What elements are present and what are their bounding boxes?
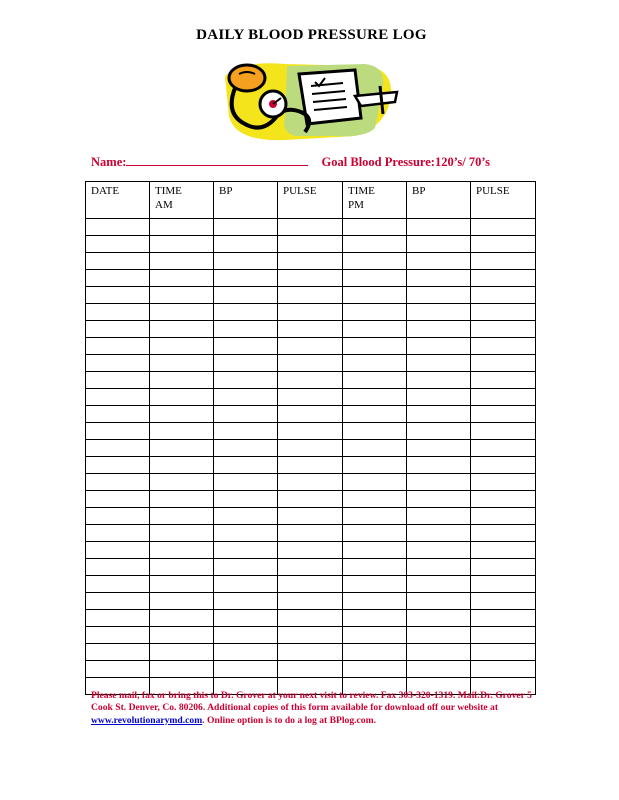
log-cell[interactable] (278, 457, 343, 474)
log-cell[interactable] (86, 372, 150, 389)
log-cell[interactable] (214, 389, 278, 406)
log-cell[interactable] (343, 457, 407, 474)
log-cell[interactable] (86, 236, 150, 253)
log-cell[interactable] (150, 610, 214, 627)
log-cell[interactable] (214, 610, 278, 627)
log-cell[interactable] (343, 593, 407, 610)
log-cell[interactable] (214, 338, 278, 355)
log-cell[interactable] (214, 287, 278, 304)
log-cell[interactable] (86, 253, 150, 270)
log-cell[interactable] (278, 576, 343, 593)
log-cell[interactable] (86, 610, 150, 627)
log-cell[interactable] (278, 627, 343, 644)
column-header: DATE (86, 182, 150, 219)
log-cell[interactable] (471, 355, 536, 372)
log-cell[interactable] (278, 491, 343, 508)
log-cell[interactable] (407, 661, 471, 678)
table-row (86, 627, 536, 644)
log-cell[interactable] (407, 372, 471, 389)
log-cell[interactable] (278, 355, 343, 372)
table-row (86, 576, 536, 593)
log-cell[interactable] (150, 491, 214, 508)
log-cell[interactable] (343, 474, 407, 491)
log-cell[interactable] (471, 372, 536, 389)
log-cell[interactable] (150, 287, 214, 304)
log-cell[interactable] (86, 457, 150, 474)
log-cell[interactable] (214, 372, 278, 389)
log-cell[interactable] (407, 440, 471, 457)
log-cell[interactable] (343, 508, 407, 525)
log-cell[interactable] (278, 389, 343, 406)
log-cell[interactable] (278, 593, 343, 610)
log-cell[interactable] (407, 559, 471, 576)
log-cell[interactable] (471, 508, 536, 525)
log-cell[interactable] (86, 508, 150, 525)
log-cell[interactable] (278, 474, 343, 491)
log-cell[interactable] (214, 474, 278, 491)
table-row (86, 406, 536, 423)
column-header: PULSE (278, 182, 343, 219)
log-cell[interactable] (407, 474, 471, 491)
log-cell[interactable] (214, 236, 278, 253)
log-cell[interactable] (150, 389, 214, 406)
table-row (86, 389, 536, 406)
log-cell[interactable] (86, 389, 150, 406)
log-cell[interactable] (278, 270, 343, 287)
log-cell[interactable] (278, 287, 343, 304)
log-cell[interactable] (343, 304, 407, 321)
log-cell[interactable] (407, 457, 471, 474)
log-cell[interactable] (86, 440, 150, 457)
log-cell[interactable] (214, 304, 278, 321)
log-cell[interactable] (214, 593, 278, 610)
log-cell[interactable] (471, 610, 536, 627)
log-cell[interactable] (86, 423, 150, 440)
log-cell[interactable] (343, 270, 407, 287)
log-cell[interactable] (343, 236, 407, 253)
log-cell[interactable] (407, 287, 471, 304)
log-cell[interactable] (407, 491, 471, 508)
log-cell[interactable] (86, 576, 150, 593)
log-cell[interactable] (471, 661, 536, 678)
log-cell[interactable] (150, 236, 214, 253)
log-cell[interactable] (407, 423, 471, 440)
log-cell[interactable] (407, 627, 471, 644)
log-cell[interactable] (278, 542, 343, 559)
log-cell[interactable] (278, 321, 343, 338)
log-cell[interactable] (471, 270, 536, 287)
log-cell[interactable] (86, 287, 150, 304)
log-cell[interactable] (86, 593, 150, 610)
log-cell[interactable] (343, 338, 407, 355)
log-cell[interactable] (214, 355, 278, 372)
log-cell[interactable] (214, 321, 278, 338)
log-cell[interactable] (86, 406, 150, 423)
footer-text: Please mail, fax or bring this to Dr. Grover at your next visit to review. Fax 303-320-1319. Mail:Dr. Grover 5 Cook St. Denver, Co. 80206. Additional copies of this form available for download off our website at (91, 690, 532, 714)
log-cell[interactable] (150, 423, 214, 440)
log-cell[interactable] (471, 593, 536, 610)
log-cell[interactable] (407, 321, 471, 338)
log-cell[interactable] (278, 508, 343, 525)
table-header-row (86, 182, 536, 219)
log-cell[interactable] (86, 661, 150, 678)
log-cell[interactable] (407, 508, 471, 525)
table-row (86, 423, 536, 440)
log-cell[interactable] (86, 338, 150, 355)
log-cell[interactable] (150, 321, 214, 338)
log-cell[interactable] (150, 525, 214, 542)
log-cell[interactable] (343, 627, 407, 644)
log-cell[interactable] (150, 406, 214, 423)
log-cell[interactable] (407, 253, 471, 270)
table-row (86, 559, 536, 576)
table-row (86, 491, 536, 508)
table-row (86, 474, 536, 491)
table-row (86, 355, 536, 372)
log-cell[interactable] (407, 593, 471, 610)
table-row (86, 219, 536, 236)
log-cell[interactable] (278, 610, 343, 627)
log-cell[interactable] (278, 661, 343, 678)
log-cell[interactable] (343, 542, 407, 559)
log-cell[interactable] (86, 542, 150, 559)
log-cell[interactable] (471, 457, 536, 474)
log-cell[interactable] (150, 576, 214, 593)
log-cell[interactable] (343, 491, 407, 508)
log-cell[interactable] (214, 661, 278, 678)
log-cell[interactable] (471, 219, 536, 236)
log-cell[interactable] (407, 304, 471, 321)
log-cell[interactable] (278, 338, 343, 355)
log-cell[interactable] (471, 491, 536, 508)
blood-pressure-log-table (85, 181, 536, 695)
log-cell[interactable] (343, 661, 407, 678)
table-row (86, 338, 536, 355)
table-row (86, 508, 536, 525)
log-cell[interactable] (471, 287, 536, 304)
table-row (86, 440, 536, 457)
log-cell[interactable] (150, 559, 214, 576)
table-row (86, 270, 536, 287)
log-cell[interactable] (343, 321, 407, 338)
log-cell[interactable] (278, 559, 343, 576)
column-header: BP (214, 182, 278, 219)
log-cell[interactable] (343, 576, 407, 593)
blood-pressure-cuff-clipboard-icon (215, 56, 405, 148)
log-cell[interactable] (343, 219, 407, 236)
name-goal-line (91, 154, 490, 170)
log-cell[interactable] (86, 355, 150, 372)
log-cell[interactable] (278, 440, 343, 457)
log-cell[interactable] (150, 593, 214, 610)
log-cell[interactable] (407, 355, 471, 372)
log-cell[interactable] (407, 610, 471, 627)
log-cell[interactable] (471, 542, 536, 559)
log-cell[interactable] (278, 644, 343, 661)
log-cell[interactable] (86, 491, 150, 508)
log-cell[interactable] (471, 525, 536, 542)
log-cell[interactable] (278, 253, 343, 270)
log-cell[interactable] (150, 355, 214, 372)
log-cell[interactable] (407, 219, 471, 236)
name-input-line[interactable] (126, 154, 308, 166)
log-cell[interactable] (214, 508, 278, 525)
log-cell[interactable] (343, 525, 407, 542)
log-cell[interactable] (407, 406, 471, 423)
log-cell[interactable] (407, 644, 471, 661)
log-cell[interactable] (86, 525, 150, 542)
log-cell[interactable] (343, 440, 407, 457)
log-cell[interactable] (343, 389, 407, 406)
log-cell[interactable] (214, 525, 278, 542)
log-cell[interactable] (150, 644, 214, 661)
log-cell[interactable] (471, 423, 536, 440)
log-cell[interactable] (278, 423, 343, 440)
log-cell[interactable] (86, 321, 150, 338)
page-title: DAILY BLOOD PRESSURE LOG (196, 27, 427, 43)
log-cell[interactable] (343, 372, 407, 389)
log-cell[interactable] (214, 559, 278, 576)
log-cell[interactable] (471, 644, 536, 661)
log-cell[interactable] (471, 304, 536, 321)
log-cell[interactable] (343, 423, 407, 440)
table-row (86, 372, 536, 389)
log-cell[interactable] (343, 644, 407, 661)
table-row (86, 661, 536, 678)
log-cell[interactable] (150, 457, 214, 474)
table-row (86, 593, 536, 610)
log-cell[interactable] (214, 253, 278, 270)
log-cell[interactable] (214, 423, 278, 440)
log-cell[interactable] (150, 440, 214, 457)
log-cell[interactable] (86, 270, 150, 287)
log-cell[interactable] (150, 661, 214, 678)
log-cell[interactable] (278, 372, 343, 389)
log-cell[interactable] (471, 406, 536, 423)
log-cell[interactable] (471, 389, 536, 406)
log-cell[interactable] (471, 440, 536, 457)
log-cell[interactable] (278, 236, 343, 253)
log-cell[interactable] (86, 644, 150, 661)
log-cell[interactable] (214, 457, 278, 474)
table-row (86, 236, 536, 253)
table-row (86, 542, 536, 559)
log-cell[interactable] (86, 304, 150, 321)
log-cell[interactable] (278, 219, 343, 236)
log-cell[interactable] (214, 406, 278, 423)
log-cell[interactable] (278, 304, 343, 321)
log-cell[interactable] (214, 644, 278, 661)
log-cell[interactable] (471, 559, 536, 576)
name-label: Name: (91, 155, 127, 169)
log-cell[interactable] (278, 406, 343, 423)
log-cell[interactable] (407, 270, 471, 287)
log-cell[interactable] (150, 542, 214, 559)
log-cell[interactable] (214, 270, 278, 287)
table-row (86, 525, 536, 542)
log-cell[interactable] (407, 389, 471, 406)
log-cell[interactable] (343, 355, 407, 372)
log-cell[interactable] (407, 576, 471, 593)
log-cell[interactable] (471, 236, 536, 253)
log-cell[interactable] (150, 474, 214, 491)
log-cell[interactable] (471, 474, 536, 491)
log-cell[interactable] (150, 253, 214, 270)
table-row (86, 610, 536, 627)
table-row (86, 321, 536, 338)
log-cell[interactable] (86, 559, 150, 576)
log-cell[interactable] (150, 372, 214, 389)
column-header: BP (407, 182, 471, 219)
table-row (86, 304, 536, 321)
log-cell[interactable] (343, 559, 407, 576)
log-cell[interactable] (471, 627, 536, 644)
table-row (86, 457, 536, 474)
log-cell[interactable] (214, 219, 278, 236)
log-cell[interactable] (214, 440, 278, 457)
log-cell[interactable] (150, 270, 214, 287)
log-cell[interactable] (407, 338, 471, 355)
log-cell[interactable] (214, 576, 278, 593)
log-cell[interactable] (86, 474, 150, 491)
footer-instructions (91, 690, 546, 727)
log-cell[interactable] (343, 610, 407, 627)
website-link[interactable]: www.revolutionarymd.com (91, 714, 203, 726)
log-cell[interactable] (407, 236, 471, 253)
log-cell[interactable] (150, 219, 214, 236)
log-cell[interactable] (343, 287, 407, 304)
log-cell[interactable] (214, 491, 278, 508)
log-cell[interactable] (471, 576, 536, 593)
footer-text-2: . Online option is to do a log at BPlog.com. (202, 714, 376, 726)
column-header: PULSE (471, 182, 536, 219)
log-cell[interactable] (214, 627, 278, 644)
table-row (86, 253, 536, 270)
table-body (86, 219, 536, 695)
log-cell[interactable] (150, 508, 214, 525)
log-cell[interactable] (86, 219, 150, 236)
log-cell[interactable] (150, 304, 214, 321)
log-cell[interactable] (150, 627, 214, 644)
column-header: TIME AM (150, 182, 214, 219)
log-cell[interactable] (150, 338, 214, 355)
log-cell[interactable] (86, 627, 150, 644)
table-row (86, 287, 536, 304)
log-cell[interactable] (214, 542, 278, 559)
log-cell[interactable] (471, 321, 536, 338)
table-row (86, 644, 536, 661)
log-cell[interactable] (343, 253, 407, 270)
goal-blood-pressure: Goal Blood Pressure:120’s/ 70’s (321, 155, 490, 169)
column-header: TIME PM (343, 182, 407, 219)
log-cell[interactable] (471, 338, 536, 355)
log-cell[interactable] (278, 525, 343, 542)
log-cell[interactable] (407, 525, 471, 542)
log-cell[interactable] (407, 542, 471, 559)
log-cell[interactable] (471, 253, 536, 270)
log-cell[interactable] (343, 406, 407, 423)
